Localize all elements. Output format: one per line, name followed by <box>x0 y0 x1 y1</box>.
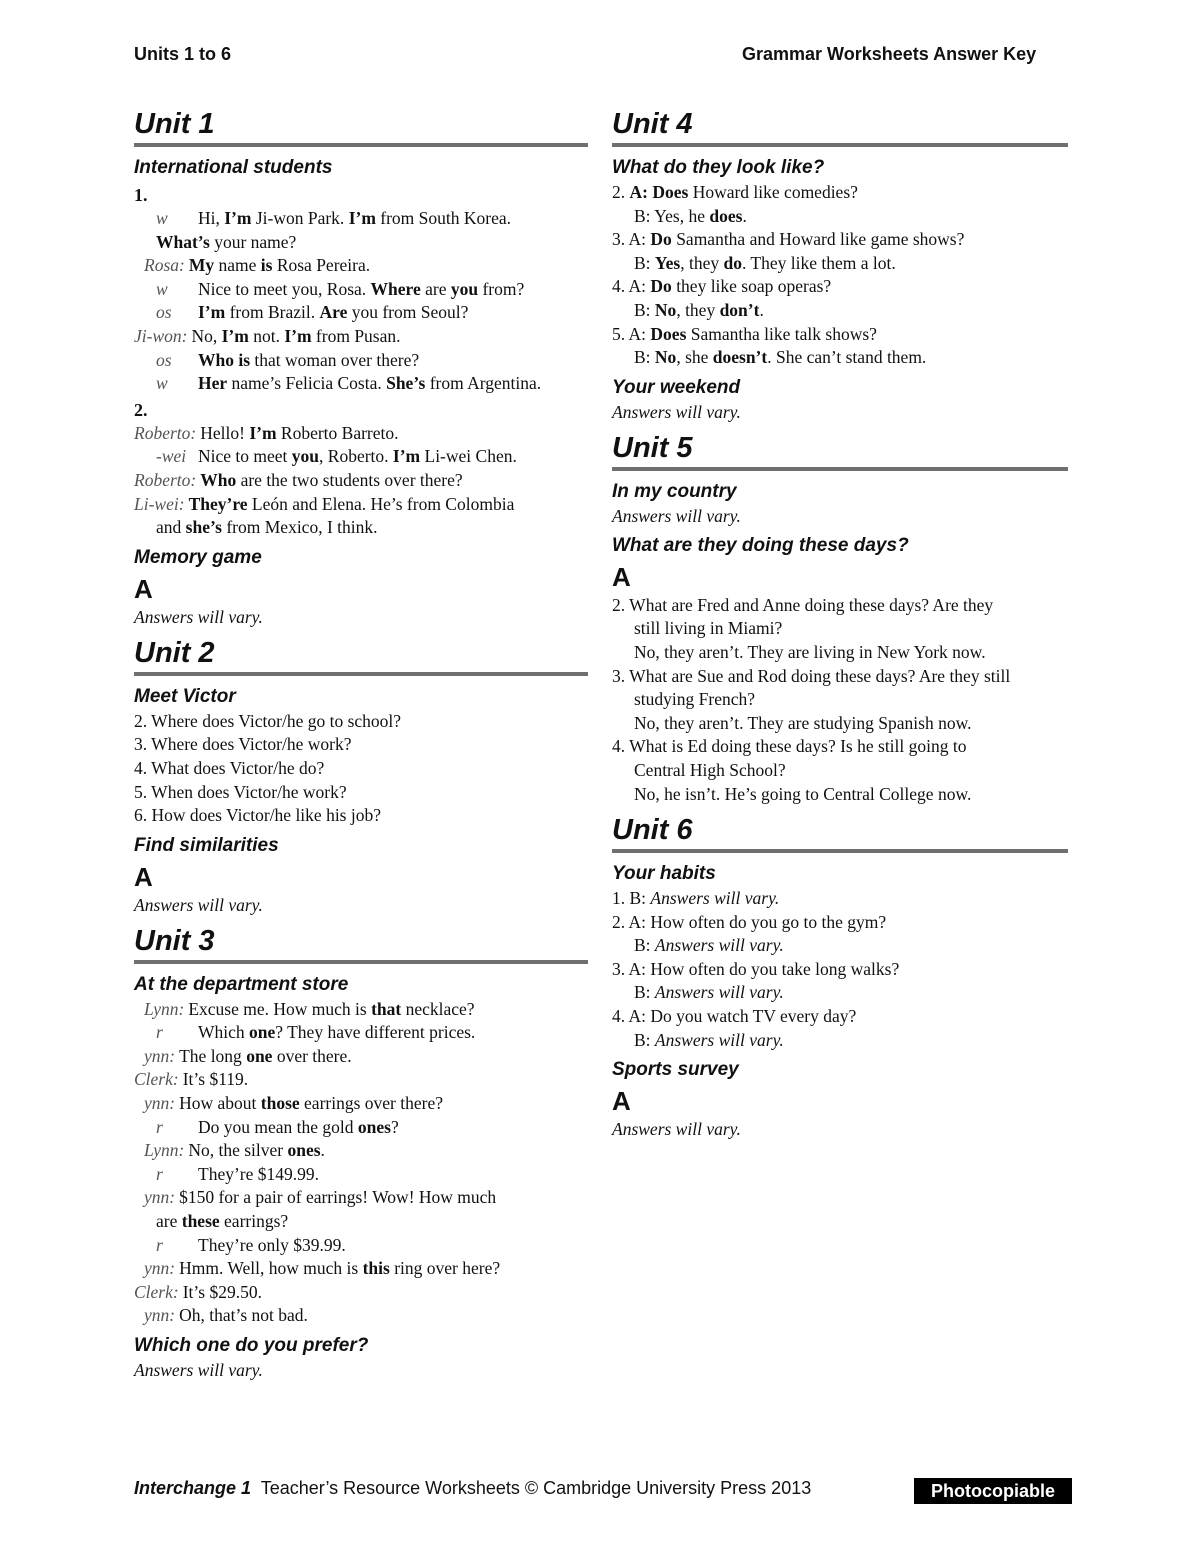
text-run: , they <box>676 299 720 320</box>
list-item: 6. How does Victor/he like his job? <box>134 805 381 826</box>
bold-answer: They’re <box>188 493 248 514</box>
text-run: from South Korea. <box>375 208 512 228</box>
speaker-label: w <box>156 373 168 394</box>
text-run: It’s $119. <box>182 1069 249 1090</box>
text-run: , Roberto. <box>319 446 393 467</box>
dialog-line <box>134 998 588 1022</box>
speaker-label: Rosa: <box>144 255 185 276</box>
bold-answer: I’m <box>284 325 312 346</box>
speaker-label: ynn: <box>144 1258 176 1279</box>
bold-answer: I’m <box>392 446 421 467</box>
speaker-label: r <box>156 1234 163 1255</box>
speaker-label: Roberto: <box>134 469 197 490</box>
speaker-label: ynn: <box>144 1187 176 1208</box>
dialog-line <box>134 372 588 396</box>
unit-4-title: Unit 4 <box>612 106 1068 147</box>
item-number: 2. <box>612 182 630 202</box>
list-item: 4. A: Do you watch TV every day? <box>612 1006 857 1027</box>
dialog-line <box>134 1139 588 1163</box>
answer-text: Answers will vary. <box>654 982 784 1003</box>
bold-answer: one <box>246 1045 273 1066</box>
text-run: B: <box>634 299 655 320</box>
footer-brand: Interchange 1 <box>134 1478 252 1498</box>
list-item: 2. What are Fred and Anne doing these days? Are they <box>612 594 994 615</box>
bold-answer: I’m <box>249 422 277 443</box>
text-run: No, <box>191 325 222 346</box>
speaker-label: os <box>156 349 172 370</box>
answer-prefix: B: <box>634 935 655 956</box>
footer-copyright: Teacher’s Resource Worksheets © Cambridge University Press 2013 <box>260 1478 812 1498</box>
speaker-label: w <box>156 208 168 228</box>
dialog-line <box>134 516 588 540</box>
text-run: Hi, <box>198 208 225 228</box>
text-run: . She can’t stand them. <box>767 347 927 368</box>
speaker-label: r <box>156 1163 163 1184</box>
list-item <box>612 323 1068 347</box>
unit-4-list <box>612 181 1068 370</box>
unit-4-section-look-like: What do they look like? <box>612 157 825 178</box>
text-run: . <box>742 205 747 226</box>
bold-answer: A: Does <box>629 182 689 202</box>
text-run: A: <box>628 276 651 297</box>
speaker-label: Lynn: <box>144 998 185 1019</box>
text-run: Excuse me. How much is <box>188 998 372 1019</box>
dialog-line <box>134 349 588 373</box>
item-number: 3. <box>612 229 629 250</box>
bold-answer: She’s <box>386 373 426 394</box>
unit-6-list <box>612 887 1068 1052</box>
text-run: from Pusan. <box>311 325 401 346</box>
text-run: over there. <box>272 1045 352 1066</box>
speaker-label: ynn: <box>144 1045 176 1066</box>
text-run: , she <box>676 347 713 368</box>
bold-answer: do <box>723 252 742 273</box>
bold-answer: this <box>362 1258 390 1279</box>
text-run: your name? <box>209 231 297 252</box>
list-item-continuation: No, they aren’t. They are studying Spanish now. <box>634 712 972 733</box>
text-run: A: <box>628 323 651 344</box>
bold-answer: doesn’t <box>712 347 768 368</box>
unit-2-section-find-similarities: Find similarities <box>134 834 279 856</box>
unit-2-title: Unit 2 <box>134 635 588 676</box>
text-run: B: Yes, he <box>634 205 710 226</box>
bold-answer: is <box>260 255 273 276</box>
list-item-continuation: No, he isn’t. He’s going to Central College now. <box>634 783 972 804</box>
bold-answer: Who is <box>198 349 251 370</box>
speaker-label: Clerk: <box>134 1069 179 1090</box>
dialog-line <box>134 1045 588 1069</box>
unit-4-section-your-weekend: Your weekend <box>612 376 741 398</box>
text-run: Hmm. Well, how much is <box>179 1258 363 1279</box>
text-run: Samantha like talk shows? <box>686 323 877 344</box>
list-item <box>612 275 1068 299</box>
speaker-label: r <box>156 1116 163 1137</box>
unit-3-section-which-one: Which one do you prefer? <box>134 1335 369 1356</box>
text-run: B: <box>634 252 655 273</box>
header-right: Grammar Worksheets Answer Key <box>742 44 1037 64</box>
bold-answer: Who <box>200 469 237 490</box>
list-item <box>612 181 1068 205</box>
unit-3-title: Unit 3 <box>134 923 588 964</box>
text-run: How about <box>179 1093 261 1114</box>
text-run: It’s $29.50. <box>182 1281 262 1302</box>
bold-answer: Where <box>370 278 421 299</box>
text-run: Oh, that’s not bad. <box>179 1305 308 1326</box>
text-run: that woman over there? <box>250 349 420 370</box>
list-item-answer <box>612 981 1068 1005</box>
text-run: name’s Felicia Costa. <box>227 373 387 394</box>
footer <box>134 1478 811 1499</box>
unit-6-section-your-habits: Your habits <box>612 863 716 885</box>
item-number: 5. <box>612 323 629 344</box>
text-run: Which <box>198 1022 250 1043</box>
speaker-label: r <box>156 1022 163 1043</box>
dialog-line <box>134 445 588 469</box>
text-run: ? <box>390 1116 399 1137</box>
text-run: from Argentina. <box>425 373 542 394</box>
text-run: from Brazil. <box>225 302 320 323</box>
answer-text: Answers will vary. <box>654 1029 784 1050</box>
list-item: 3. A: How often do you take long walks? <box>612 958 900 979</box>
bold-answer: that <box>371 998 402 1019</box>
dialog-line <box>134 1186 588 1210</box>
bold-answer: Does <box>650 323 687 344</box>
text-run: Nice to meet you, Rosa. <box>198 278 371 299</box>
dialog-line <box>134 469 588 493</box>
dialog-line <box>134 1210 588 1234</box>
dialog-line <box>134 493 588 517</box>
speaker-label: Lynn: <box>144 1140 185 1161</box>
speaker-label: -wei <box>156 446 187 467</box>
list-item-answer <box>612 1029 1068 1053</box>
text-run: León and Elena. He’s from Colombia <box>247 493 515 514</box>
list-item-answer <box>612 205 1068 229</box>
text-run: earrings? <box>219 1211 289 1232</box>
bold-answer: you <box>450 278 479 299</box>
bold-answer: you <box>291 446 320 467</box>
unit-6-title: Unit 6 <box>612 812 1068 853</box>
text-run: necklace? <box>401 998 475 1019</box>
bold-answer: don’t <box>719 299 760 320</box>
unit-5-section-these-days: What are they doing these days? <box>612 534 909 556</box>
bold-answer: Yes <box>654 252 681 273</box>
text-run: . They like them a lot. <box>741 252 896 273</box>
text-run: name <box>214 255 261 276</box>
speaker-label: ynn: <box>144 1305 176 1326</box>
bold-answer: My <box>188 255 215 276</box>
dialog-line <box>134 325 588 349</box>
text-run: Li-wei Chen. <box>420 446 517 467</box>
dialog-line <box>134 301 588 325</box>
list-item: 5. When does Victor/he work? <box>134 781 347 802</box>
text-run: They’re $149.99. <box>198 1163 320 1184</box>
text-run: Samantha and Howard like game shows? <box>671 229 965 250</box>
unit-5-list <box>612 594 1068 806</box>
bold-answer: these <box>181 1211 220 1232</box>
unit-3-dialog <box>134 998 588 1328</box>
unit-1-title: Unit 1 <box>134 106 588 147</box>
bold-answer: Her <box>198 373 228 394</box>
dialog-line <box>134 254 588 278</box>
bold-answer: does <box>709 205 743 226</box>
dialog-line <box>134 1068 588 1092</box>
bold-answer: ones <box>287 1140 321 1161</box>
text-run: ring over here? <box>389 1258 501 1279</box>
speaker-label: Clerk: <box>134 1281 179 1302</box>
answer-text: Answers will vary. <box>612 401 741 422</box>
answer-text: Answers will vary. <box>612 1119 741 1140</box>
unit-2-section-meet-victor: Meet Victor <box>134 685 236 707</box>
dialog-line <box>134 231 588 255</box>
speaker-label: Ji-won: <box>134 325 188 346</box>
list-item-continuation: Central High School? <box>634 759 786 780</box>
speaker-label: os <box>156 302 172 323</box>
text-run: are <box>420 278 451 299</box>
bold-answer: No <box>654 299 677 320</box>
bold-answer: Do <box>650 229 672 250</box>
list-item: 2. A: How often do you go to the gym? <box>612 911 887 932</box>
list-item-continuation: still living in Miami? <box>634 618 783 639</box>
answer-text: Answers will vary. <box>654 935 784 956</box>
dialog-number: 2. <box>134 399 148 420</box>
bold-answer: Do <box>650 276 672 297</box>
text-run: Hello! <box>200 422 250 443</box>
text-run: A: <box>628 229 651 250</box>
text-run: No, the silver <box>188 1140 288 1161</box>
bold-answer: I’m <box>198 302 226 323</box>
list-item: 2. Where does Victor/he go to school? <box>134 710 402 731</box>
dialog-number: 1. <box>134 185 148 205</box>
list-item-answer <box>612 887 1068 911</box>
text-run: are <box>156 1211 182 1232</box>
list-item-continuation: No, they aren’t. They are living in New York now. <box>634 641 986 662</box>
text-run: are the two students over there? <box>236 469 463 490</box>
exercise-letter: A <box>612 561 631 592</box>
bold-answer: ones <box>357 1116 391 1137</box>
answer-text: Answers will vary. <box>134 1360 263 1380</box>
answer-prefix: 1. B: <box>612 888 651 909</box>
answer-text: Answers will vary. <box>650 888 780 909</box>
bold-answer: Are <box>319 302 348 323</box>
text-run: Nice to meet <box>198 446 292 467</box>
text-run: Howard like comedies? <box>688 182 858 202</box>
exercise-letter: A <box>134 573 153 604</box>
bold-answer: No <box>654 347 677 368</box>
dialog-line <box>134 1304 588 1328</box>
unit-1-section-international-students: International students <box>134 157 333 178</box>
list-item: 4. What does Victor/he do? <box>134 757 325 778</box>
bold-answer: she’s <box>185 517 222 538</box>
text-run: Roberto Barreto. <box>276 422 399 443</box>
dialog-line <box>134 1092 588 1116</box>
unit-5-section-my-country: In my country <box>612 480 737 502</box>
list-item-answer <box>612 934 1068 958</box>
text-run: you from Seoul? <box>347 302 469 323</box>
unit-1-section-memory-game: Memory game <box>134 546 262 568</box>
text-run: they like soap operas? <box>671 276 832 297</box>
text-run: Rosa Pereira. <box>272 255 371 276</box>
unit-3-section-department-store: At the department store <box>134 973 349 995</box>
text-run: not. <box>248 325 285 346</box>
header-left: Units 1 to 6 <box>134 44 232 64</box>
dialog-line <box>134 422 588 446</box>
text-run: and <box>156 517 186 538</box>
unit-1-dialog-1 <box>134 207 588 396</box>
exercise-letter: A <box>134 861 153 892</box>
bold-answer: What’s <box>156 231 210 252</box>
list-item: 4. What is Ed doing these days? Is he still going to <box>612 736 967 757</box>
left-column <box>134 106 588 1382</box>
answer-text: Answers will vary. <box>134 894 263 915</box>
list-item: 3. What are Sue and Rod doing these days? Are they still <box>612 665 1011 686</box>
answer-text: Answers will vary. <box>134 606 263 627</box>
answer-text: Answers will vary. <box>612 505 741 526</box>
speaker-label: w <box>156 278 168 299</box>
text-run: ? They have different prices. <box>275 1022 476 1043</box>
text-run: from Mexico, I think. <box>221 517 378 538</box>
text-run: $150 for a pair of earrings! Wow! How much <box>179 1187 497 1208</box>
text-run: from? <box>478 278 525 299</box>
photocopiable-badge: Photocopiable <box>914 1478 1072 1504</box>
text-run: Do you mean the gold <box>198 1116 358 1137</box>
text-run: . <box>759 299 764 320</box>
list-item-continuation: studying French? <box>634 689 756 710</box>
text-run: Ji-won Park. <box>251 208 349 228</box>
bold-answer: one <box>249 1022 276 1043</box>
list-item-answer <box>612 252 1068 276</box>
speaker-label: Li-wei: <box>134 493 185 514</box>
text-run: , they <box>680 252 724 273</box>
unit-5-title: Unit 5 <box>612 430 1068 471</box>
bold-answer: those <box>260 1093 300 1114</box>
dialog-line <box>134 1281 588 1305</box>
dialog-line <box>134 1257 588 1281</box>
text-run: They’re only $39.99. <box>198 1234 346 1255</box>
bold-answer: I’m <box>221 325 249 346</box>
dialog-line <box>134 1234 588 1258</box>
bold-answer: I’m <box>348 208 376 228</box>
list-item-answer <box>612 299 1068 323</box>
exercise-letter: A <box>612 1086 631 1117</box>
speaker-label: Roberto: <box>134 422 197 443</box>
list-item: 3. Where does Victor/he work? <box>134 734 352 755</box>
item-number: 4. <box>612 276 629 297</box>
unit-1-dialog-2 <box>134 422 588 540</box>
dialog-line <box>134 1116 588 1140</box>
unit-6-section-sports-survey: Sports survey <box>612 1059 739 1081</box>
answer-prefix: B: <box>634 1029 655 1050</box>
speaker-label: ynn: <box>144 1093 176 1114</box>
text-run: The long <box>179 1045 247 1066</box>
dialog-line <box>134 278 588 302</box>
list-item <box>612 228 1068 252</box>
right-column <box>612 106 1068 1141</box>
text-run: earrings over there? <box>299 1093 443 1114</box>
text-run: . <box>320 1140 325 1161</box>
dialog-line <box>134 1021 588 1045</box>
dialog-line <box>134 1163 588 1187</box>
list-item-answer <box>612 346 1068 370</box>
text-run: B: <box>634 347 655 368</box>
dialog-line <box>134 207 588 231</box>
answer-prefix: B: <box>634 982 655 1003</box>
unit-2-list <box>134 710 588 828</box>
bold-answer: I’m <box>224 208 252 228</box>
